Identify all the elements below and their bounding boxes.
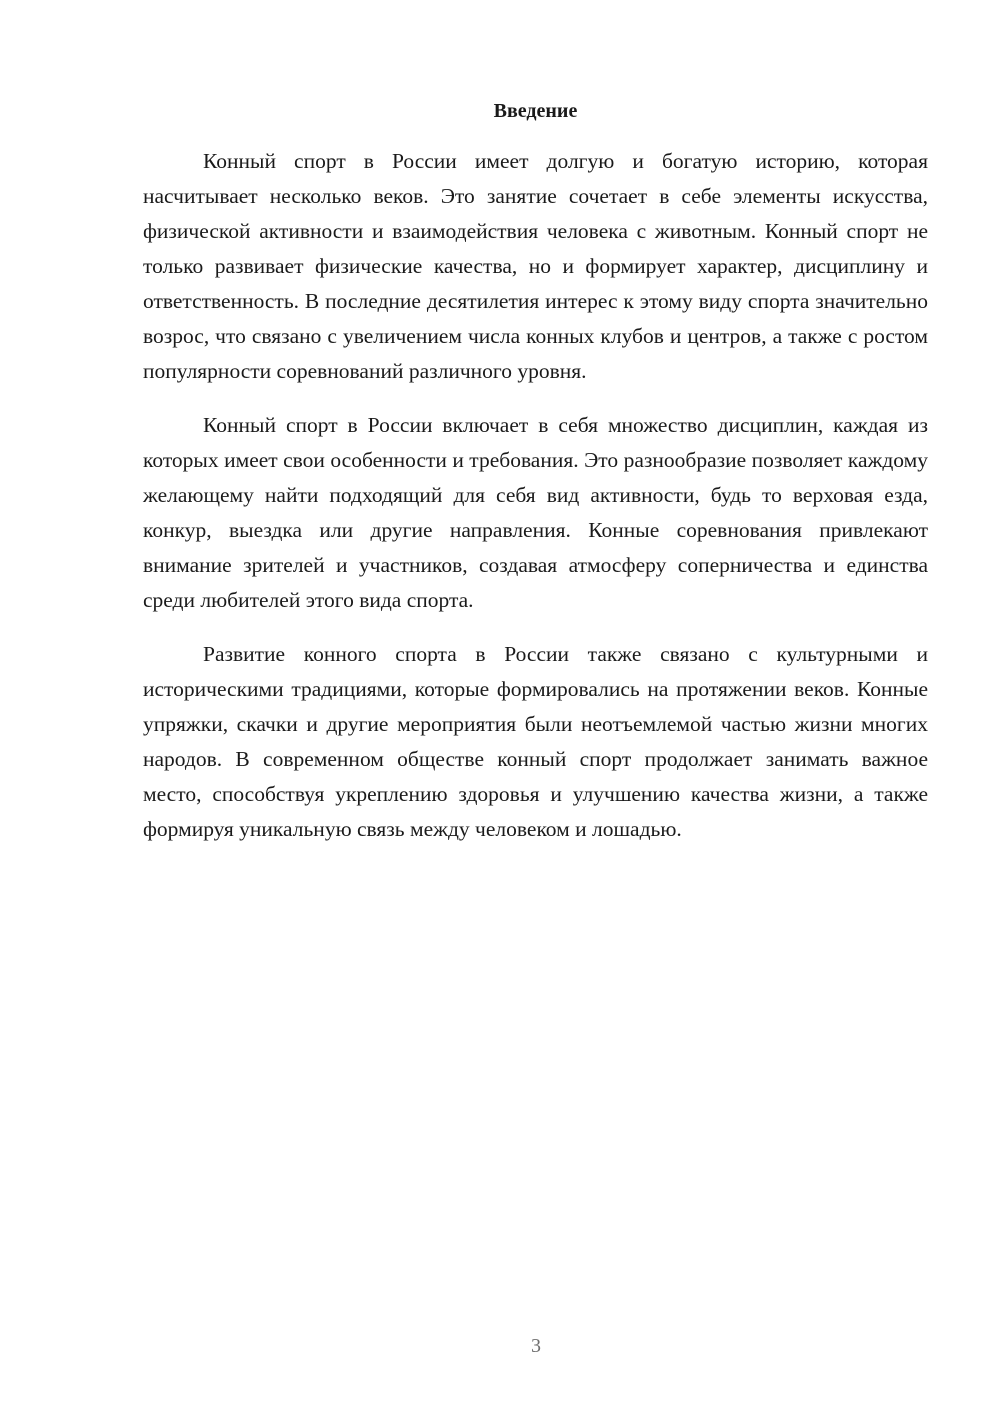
page-content — [143, 96, 928, 847]
paragraph-traditions: Развитие конного спорта в России также связано с культурными и историческими традициями, которые формировались на протяжении веков. Конные упряжки, скачки и другие мероприятия были неотъемлемой частью жизни многих народов. В современном обществе конный спорт продолжает занимать важное место, способствуя укреплению здоровья и улучшению качества жизни, а также формируя уникальную связь между человеком и лошадью. — [143, 642, 928, 841]
page-title: Введение — [493, 100, 578, 122]
paragraph-history: Конный спорт в России имеет долгую и богатую историю, которая насчитывает несколько веков. Это занятие сочетает в себе элементы искусства, физической активности и взаимодействия человека с животным. Конный спорт не только развивает физические качества, но и формирует характер, дисциплину и ответственность. В последние десятилетия интерес к этому виду спорта значительно возрос, что связано с увеличением числа конных клубов и центров, а также с ростом популярности соревнований различного уровня. — [143, 149, 928, 383]
page-number: 3 — [531, 1335, 541, 1357]
paragraph-disciplines: Конный спорт в России включает в себя множество дисциплин, каждая из которых имеет свои особенности и требования. Это разнообразие позволяет каждому желающему найти подходящий для себя вид активности, будь то верховая езда, конкур, выездка или другие направления. Конные соревнования привлекают внимание зрителей и участников, создавая атмосферу соперничества и единства среди любителей этого вида спорта. — [143, 413, 928, 612]
